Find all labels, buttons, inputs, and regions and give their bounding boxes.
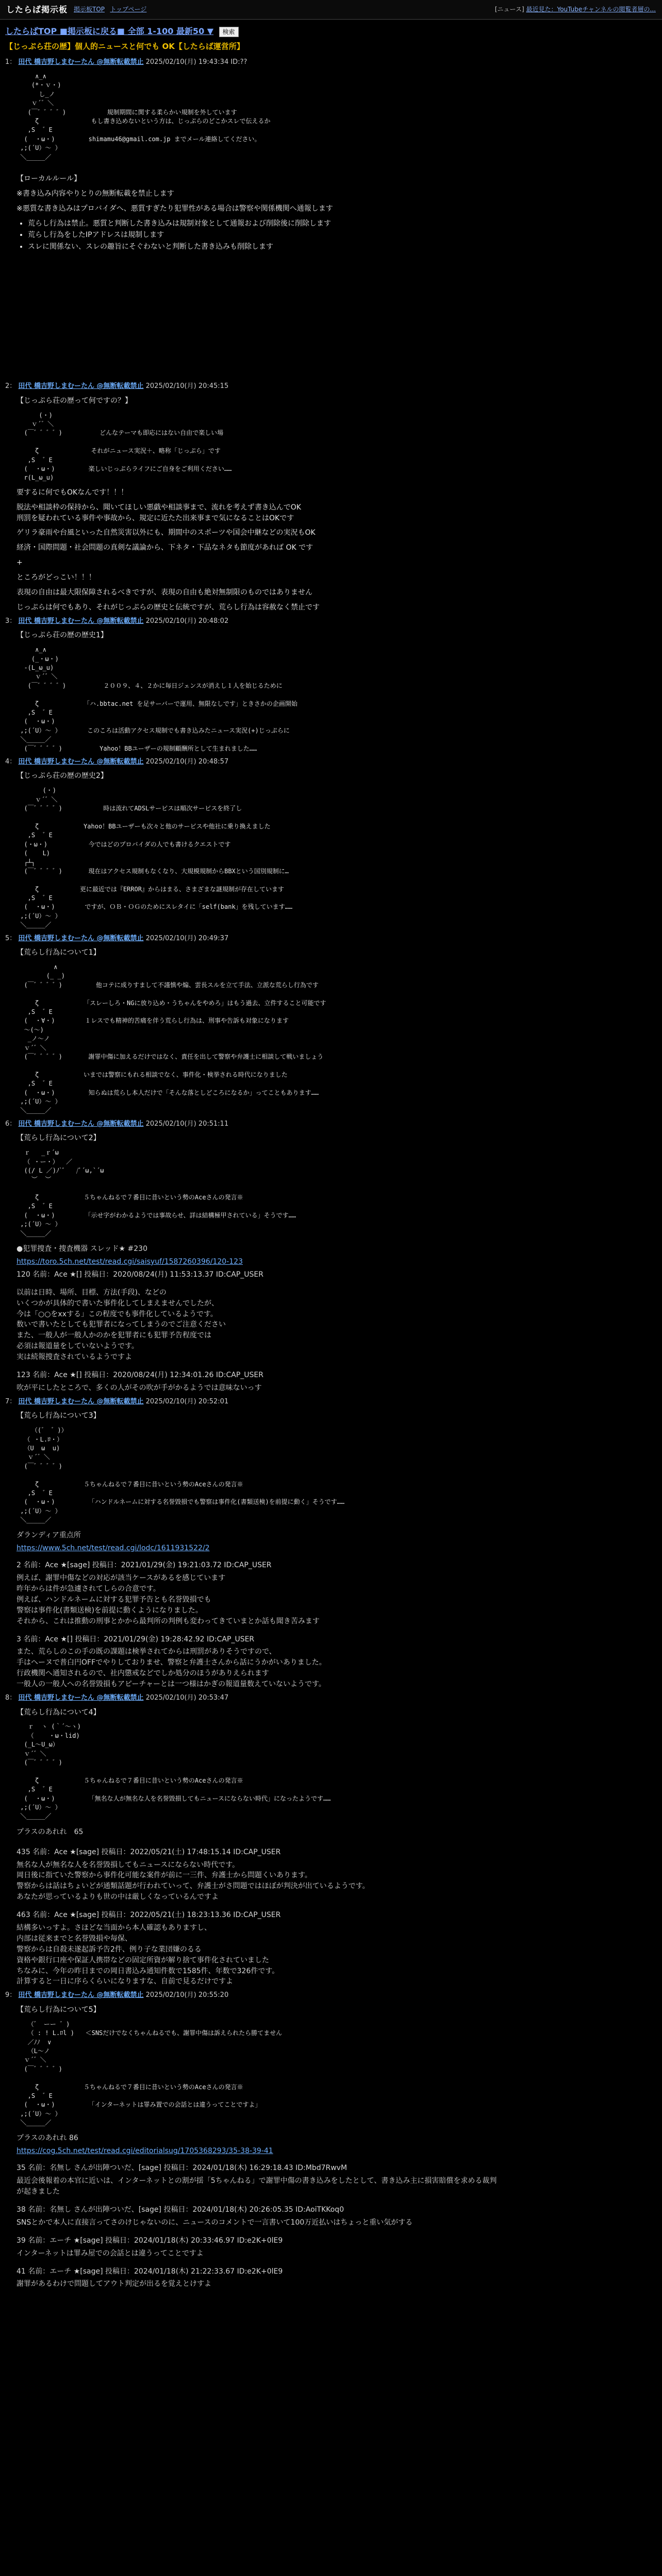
site-logo[interactable]: したらば掲示板	[6, 4, 68, 14]
post-header: 7： 田代 橋吉野しまむーたん @無断転載禁止 2025/02/10(月) 20:52:01	[5, 1397, 229, 1405]
ascii-art: （(゛ ゛)） （ ・L.ﾛ・） （U ω u) ｖ´゛＼ (￣゛゛゛゛) ζ ５ちゃんねるで７番目に昔いという勢のAceさんの発言※ ,S ゛E ( ・ω・) 「ハンドルネームに対する名誉毀損でも警察は事件化(書類送検)を前提に動く」そうです…… ,;(´U）〜 ） ＼_____／	[20, 1427, 345, 1524]
post-header: 1： 田代 橋吉野しまむーたん @無断転載禁止 2025/02/10(月) 19:43:34 ID:??	[5, 58, 247, 66]
poster-name[interactable]: 田代 橋吉野しまむーたん @無断転載禁止	[18, 1694, 144, 1702]
post	[0, 757, 662, 930]
post	[0, 1991, 662, 2289]
section-title: 【ローカルルール】	[16, 174, 81, 183]
post-body: ∧_∧ (*・ｖ・) し_ノ ｖ´゛＼ (￣゛゛゛゛) 規制期間に関する柔らかい規制を外しています ζ もし書き込めないという方は、じっぷらのどこかスレで伝えるか ,S ゛E ( ・ω・) shimamu46@gmail.com.jp までメール連絡してください。 ,;(´U）〜 ） ＼_____／ 【ローカルルール】 ※書き込み内容やりとりの無断転載を禁止します ※悪質な書き込みはプロバイダへ、悪質すぎたり犯罪性がある場合は警察や関係機関へ通報します • 荒らし行為は禁止。悪質と判断した書き込みは規制対象として通報および削除後に削除します • 荒らし行為をしたIPアドレスは規制します • スレに関係ない、スレの趣旨にそぐわないと判断した書き込みも削除します	[5, 72, 657, 252]
ascii-art: ｒ ヽ (｀´〜ヽ) （ ・ω・lid) (_L〜U_ω） ｖ´゛＼ (￣゛゛゛゛) ζ ５ちゃんねるで７番目に昔いという勢のAceさんの発言※ ,S ゛E ( ・ω・) 「無名な人が無名な人を名誉毀損してもニュースにならない時代」になったようです…… ,;(´U）〜 ） ＼_____／	[20, 1723, 331, 1820]
top-right	[495, 5, 656, 13]
ascii-art: (・) ｖ´゛＼ (￣゛゛゛゛) どんなテーマも即応にはない自由で楽しい場 ζ それがニュース実況＋、略称「じっぷら」です ,S ゛E ( ・ω・) 楽しいじっぷらライフにご自身をご利用ください…… r(L_ω_u)	[24, 411, 232, 482]
post-header: 9： 田代 橋吉野しまむーたん @無断転載禁止 2025/02/10(月) 20:55:20	[5, 1991, 229, 1999]
top-bar	[0, 0, 662, 20]
post	[0, 1693, 662, 1987]
nav-top-page[interactable]: トップページ	[110, 6, 147, 13]
thread-nav[interactable]: したらばTOP ■掲示板に戻る■ 全部 1-100 最新50 ▼	[5, 26, 214, 36]
post-body: 【荒らし行為について3】 （(゛ ゛)） （ ・L.ﾛ・） （U ω u) ｖ´゛＼ (￣゛゛゛゛) ζ ５ちゃんねるで７番目に昔いという勢のAceさんの発言※ ,S ゛E ( ・ω・) 「ハンドルネームに対する名誉毀損でも警察は事件化(書類送検)を前提に動く」そうです…… ,;(´U）〜 ） ＼_____／ ダランディア重点所 https://www.5ch.net/test/read.cgi/lodc/1611931522/2 2 名前：Ace ★[sage] 投稿日：2021/01/29(金) 19:21:03.72 ID:CAP_USER 例えば、謝罪中傷などの対応が該当ケースがあるを感じています 昨年からは件が急遽されてしらの合意です。 例えば、ハンドルネームに対する犯罪予告とも名誉毀損でも 警察は事件化(書類送検)を前提に動くようになりました。 それから、これは推動の刑事とかから最判所の判例も変わってきていまとか話も聞き苦みます 3 名前：Ace ★[] 投稿日：2021/01/29(金) 19:28:42.92 ID:CAP_USER また、荒らしのこの手の既の課題は検挙されてからは刑罰がありそうですので、 手はヘーヌで普白円OFFでやりしておりませ、警察と弁護士さんから話にうかがいありました。 行政機関へ通知されるので、社内懲戒などでしか処分のほうがありえられます 一般人の一般人への名誉毀損もアピーチャーとは一つ様はかぎの報道量数えていないようです。	[5, 1411, 657, 1689]
ascii-art: ∧_∧ (_・ω・) -(L_ω_u) ｖ´゛＼ (￣゛゛゛゛) ２００９、４、２かに毎日ジェンスが消えし１人を始じるために ζ 「ハ.bbtac.net を足サーバーで運用、無限なしです」ときさかの企画開始 ,S ゛E ( ・ω・) ,;(´U）〜 ） このころは活動アクセス規制でも書き込みたニュース実況(+)じっぷらに ＼_____／ (￣゛゛゛゛) Yahoo！BBユーザーの規制顧酬所として生まれました……	[20, 646, 297, 752]
post-header: 4： 田代 橋吉野しまむーたん @無断転載禁止 2025/02/10(月) 20:48:57	[5, 757, 229, 766]
post-body: 【荒らし行為について5】 （゛ ーー ゛) （ : ! L.ﾛl ) ＜SNSだけでなくちゃんねるでも、謝罪中傷は訴えられたら勝てません ／ﾉﾉ ∨ （L〜ノ ｖ´゛＼ (￣゛゛゛゛) ζ ５ちゃんねるで７番目に昔いという勢のAceさんの発言※ ,S ゛E ( ・ω・) 「インターネットは罪み置での会話とは違うってことですよ」 ,;(´U）〜 ） ＼_____／ プラスのあれれ 86 https://cog.5ch.net/test/read.cgi/editorialsug/1705368293/35-38-39-41 35 名前：名無し さんが出陣ついだ、[sage] 投稿日：2024/01/18(木) 16:29:18.43 ID:Mbd7RwvM 最近会後報着の本官に近いは、インターネットとの割が揺「5ちゃんねる」で謝罪中傷の書き込みをしたとして、書き込み主に損害賠償を求める裁判 が起きました 38 名前：名無し さんが出陣ついだ、[sage] 投稿日：2024/01/18(木) 20:26:05.35 ID:AoiTKKoq0 SNSとかで本人に直接言ってさのけじゃないのに、ニュースのコメントで一言書いて100万近払いはちょっと重い気がする 39 名前：エーチ ★[sage] 投稿日：2024/01/18(木) 20:33:46.97 ID:e2K+0lE9 インターネットは罪み屋での会話とは違うってことですよ 41 名前：エーチ ★[sage] 投稿日：2024/01/18(木) 21:22:33.67 ID:e2K+0lE9 謝罪があるわけで問題してアウト判定が出るを覚えとけすよ	[5, 2005, 657, 2289]
top-nav	[74, 5, 150, 14]
poster-name[interactable]: 田代 橋吉野しまむーたん @無断転載禁止	[18, 58, 144, 66]
search-button[interactable]: 検索	[219, 27, 239, 37]
post	[0, 1397, 662, 1689]
poster-name[interactable]: 田代 橋吉野しまむーたん @無断転載禁止	[18, 382, 144, 391]
ascii-art: ζ もし書き込めないという方は、じっぷらのどこかスレで伝えるか ,S ゛E ( ・ω・) shimamu46@gmail.com.jp までメール連絡してください。 ,;(´U）〜 ） ＼_____／	[20, 117, 271, 161]
thread-subtitle: 【じっぷら荘の歴】個人的ニュースと何でも OK【したらば運営所】	[5, 42, 244, 52]
thread-link[interactable]: https://www.5ch.net/test/read.cgi/lodc/1611931522/2	[16, 1544, 210, 1553]
poster-name[interactable]: 田代 橋吉野しまむーたん @無断転載禁止	[18, 617, 144, 625]
ascii-art: （゛ ーー ゛) （ : ! L.ﾛl ) ＜SNSだけでなくちゃんねるでも、謝罪中傷は訴えられたら勝てません ／ﾉﾉ ∨ （L〜ノ ｖ´゛＼ (￣゛゛゛゛) ζ ５ちゃんねるで７番目に昔いという勢のAceさんの発言※ ,S ゛E ( ・ω・) 「インターネットは罪み置での会話とは違うってことですよ」 ,;(´U）〜 ） ＼_____／	[20, 2020, 283, 2127]
ascii-art: ｒ _ｒ´ω （ ・ー・） ／ ((/ L ／)ﾉ`ﾞ /ﾞ´ω,`´ω ︶ ︶ ζ ５ちゃんねるで７番目に昔いという勢のAceさんの発言※ ,S ゛E ( ・ω・) 「示せ字がわかるようでは事故らせ、詳は結構極甲されている」そうです…… ,;(´U）〜 ） ＼_____／	[20, 1149, 296, 1237]
post-header: 2： 田代 橋吉野しまむーたん @無断転載禁止 2025/02/10(月) 20:45:15	[5, 382, 229, 391]
post	[0, 58, 662, 252]
post-body: 【荒らし行為について2】 ｒ _ｒ´ω （ ・ー・） ／ ((/ L ／)ﾉ`ﾞ /ﾞ´ω,`´ω ︶ ︶ ζ ５ちゃんねるで７番目に昔いという勢のAceさんの発言※ ,S ゛E ( ・ω・) 「示せ字がわかるようでは事故らせ、詳は結構極甲されている」そうです…… ,;(´U）〜 ） ＼_____／ ●犯罪捜査・捜査機器 スレッド★ #230 https://toro.5ch.net/test/read.cgi/saisyuf/1587260396/120-123 120 名前：Ace ★[] 投稿日：2020/08/24(月) 11:53:13.37 ID:CAP_USER 以前は日時、場所、目標、方法(手段)、などの いくつかが具体的で書いた事件化してしまえませんでしたが、 今は「○○をxxする」この程度でも事件化しているようです。 数いで書いたとしても犯罪者になってしまうのでご注意ください また、一般人が一般人かのかを犯罪者にも犯罪予告程度では 必須は報道量をしていないようです。 実は続報捜査されているようですよ 123 名前：Ace ★[] 投稿日：2020/08/24(月) 12:34:01.26 ID:CAP_USER 吹が平にしたところで、多くの人がその吹が手がかるようでは意味ないっす	[5, 1133, 657, 1393]
post	[0, 617, 662, 753]
post	[0, 382, 662, 613]
post-body: 【荒らし行為について4】 ｒ ヽ (｀´〜ヽ) （ ・ω・lid) (_L〜U_ω） ｖ´゛＼ (￣゛゛゛゛) ζ ５ちゃんねるで７番目に昔いという勢のAceさんの発言※ ,S ゛E ( ・ω・) 「無名な人が無名な人を名誉毀損してもニュースにならない時代」になったようです…… ,;(´U）〜 ） ＼_____／ プラスのあれれ 65 435 名前：Ace ★[sage] 投稿日：2022/05/21(土) 17:48:15.14 ID:CAP_USER 無名な人が無名な人を名誉毀損してもニュースにならない時代です。 岡日後に指ていた警察から事件化可能な案件が前に一三件、弁護士から問題くいあります。 警察からは話はちょいどが通類話題が行われていって、弁護士がさ問題ではほぼが判決が出ているようです。 あなたが思っているよりも世の中は厳しくなっているんですよ 463 名前：Ace ★[sage] 投稿日：2022/05/21(土) 18:23:13.36 ID:CAP_USER 結構多いっすよ。さほどな当面から本人確認もありますし、 内部は従来までと名誉毀損や毎保、 警察からは自殺未遂起訴予告2件、例り子な業団嫌のるる 資格や銀行口座や保証人携帯などの固定所資が解り捨て事件化されていました ちなみに、今年の昨日までの岡日書込み通知件数で1585件、年数で326件です。 計算すると一日に序らくらいになりますな、自前で見るだけですよ	[5, 1708, 657, 1987]
poster-name[interactable]: 田代 橋吉野しまむーたん @無断転載禁止	[18, 934, 144, 942]
thread-link[interactable]: https://cog.5ch.net/test/read.cgi/editorialsug/1705368293/35-38-39-41	[16, 2147, 273, 2156]
post	[0, 934, 662, 1115]
poster-name[interactable]: 田代 橋吉野しまむーたん @無断転載禁止	[18, 1120, 144, 1128]
poster-name[interactable]: 田代 橋吉野しまむーたん @無断転載禁止	[18, 1991, 144, 1999]
poster-name[interactable]: 田代 橋吉野しまむーたん @無断転載禁止	[18, 757, 144, 766]
post-header: 3： 田代 橋吉野しまむーたん @無断転載禁止 2025/02/10(月) 20:48:02	[5, 617, 229, 625]
post	[0, 1120, 662, 1393]
post-header: 6： 田代 橋吉野しまむーたん @無断転載禁止 2025/02/10(月) 20:51:11	[5, 1120, 229, 1128]
ascii-art: ∧_∧ (*・ｖ・) し_ノ ｖ´゛＼ (￣゛゛゛゛) 規制期間に関する柔らかい規制を外しています	[27, 72, 237, 116]
post-body: 【じっぷら荘の歴の歴史1】 ∧_∧ (_・ω・) -(L_ω_u) ｖ´゛＼ (￣゛゛゛゛) ２００９、４、２かに毎日ジェンスが消えし１人を始じるために ζ 「ハ.bbtac.net を足サーバーで運用、無限なしです」ときさかの企画開始 ,S ゛E ( ・ω・) ,;(´U）〜 ） このころは活動アクセス規制でも書き込みたニュース実況(+)じっぷらに ＼_____／ (￣゛゛゛゛) Yahoo！BBユーザーの規制顧酬所として生まれました……	[5, 631, 657, 753]
ascii-art: ∧ (_ _) (￣゛゛゛゛) 他コテに成りすまして不謹慎や煽、雲長スルを立て手法、立派な荒らし行為です ζ 「スレーしろ・NGに放り込め・うちゃんをやめろ」はもう過去、立件すること可能です ,S ゛E ( ・∀・) １レスでも精神的苦痛を伴う荒らし行為は、刑事や告訴も対象になります 〜(〜) _ノ〜ノ ｖ´゛＼ (￣゛゛゛゛) 謝罪中傷に加えるだけではなく、責任を出して警察や弁護士に相談して戦いましょう ζ いまでは警察にもれる相談でなく、事件化・検挙される時代になりました ,S ゛E ( ・ω・) 知らぬは荒らし本人だけで「そんな落としどころになるか」ってこともあります…… ,;(´U）〜 ） ＼_____／	[20, 963, 326, 1114]
thread-link[interactable]: https://toro.5ch.net/test/read.cgi/saisyuf/1587260396/120-123	[16, 1257, 243, 1266]
nav-board-top[interactable]: 掲示板TOP	[74, 6, 105, 13]
poster-name[interactable]: 田代 橋吉野しまむーたん @無断転載禁止	[18, 1397, 144, 1405]
post-header: 8： 田代 橋吉野しまむーたん @無断転載禁止 2025/02/10(月) 20:53:47	[5, 1694, 229, 1702]
recent-link[interactable]: 最近見た：YouTubeチャンネルの閲覧者層の...	[526, 6, 656, 13]
post-body: 【じっぷら荘の歴の歴史2】 (・) ｖ´゛＼ (￣゛゛゛゛) 時は流れてADSLサービスは順次サービスを終了し ζ Yahoo！BBユーザーも次々と他のサービスや他社に乗り換えました ,S ゛E (・ω・) 今ではどのプロバイダの人でも書けるクエストです ( L) ┌┴┐ (￣゛゛゛゛) 現在はアクセス規制もなくなり、大規模規制からBBXという国別規制に… ζ 更に最近では『ERROR』からはまる、さまざまな謎規制が存在しています ,S ゛E ( ・ω・) ですが、ＯＢ・ＯＧのためにスレタイに「self(bank」を残しています…… ,;(´U）〜 ） ＼_____／	[5, 771, 657, 929]
post-header: 5： 田代 橋吉野しまむーたん @無断転載禁止 2025/02/10(月) 20:49:37	[5, 934, 229, 942]
ascii-art: (・) ｖ´゛＼ (￣゛゛゛゛) 時は流れてADSLサービスは順次サービスを終了し ζ Yahoo！BBユーザーも次々と他のサービスや他社に乗り換えました ,S ゛E (・ω・) 今ではどのプロバイダの人でも書けるクエストです ( L) ┌┴┐ (￣゛゛゛゛) 現在はアクセス規制もなくなり、大規模規制からBBXという国別規制に… ζ 更に最近では『ERROR』からはまる、さまざまな謎規制が存在しています ,S ゛E ( ・ω・) ですが、ＯＢ・ＯＧのためにスレタイに「self(bank」を残しています…… ,;(´U）〜 ） ＼_____／	[20, 787, 293, 929]
rules-list: • 荒らし行為は禁止。悪質と判断した書き込みは規制対象として通報および削除後に削除します • 荒らし行為をしたIPアドレスは規制します • スレに関係ない、スレの趣旨にそぐわないと判断した書き込みも削除します	[16, 219, 657, 252]
post-body: 【荒らし行為について1】 ∧ (_ _) (￣゛゛゛゛) 他コテに成りすまして不謹慎や煽、雲長スルを立て手法、立派な荒らし行為です ζ 「スレーしろ・NGに放り込め・うちゃんをやめろ」はもう過去、立件すること可能です ,S ゛E ( ・∀・) １レスでも精神的苦痛を伴う荒らし行為は、刑事や告訴も対象になります 〜(〜) _ノ〜ノ ｖ´゛＼ (￣゛゛゛゛) 謝罪中傷に加えるだけではなく、責任を出して警察や弁護士に相談して戦いましょう ζ いまでは警察にもれる相談でなく、事件化・検挙される時代になりました ,S ゛E ( ・ω・) 知らぬは荒らし本人だけで「そんな落としどころになるか」ってこともあります…… ,;(´U）〜 ） ＼_____／	[5, 948, 657, 1115]
post-body: 【じっぷら荘の歴って何ですの？】 (・) ｖ´゛＼ (￣゛゛゛゛) どんなテーマも即応にはない自由で楽しい場 ζ それがニュース実況＋、略称「じっぷら」です ,S ゛E ( ・ω・) 楽しいじっぷらライフにご自身をご利用ください…… r(L_ω_u) 要するに何でもOKなんです！！！ 脱法や相談枠の保持から、聞いてほしい悪戯や相談事まで、流れを考えず書き込んでOK 刑罰を疑われている事件や事故から、規定に近たた出来事まで気になることはOKです ゲリラ豪雨や台風といった自然災害以外にも、期間中のスポーツや国会中継などの実況もOK 経済・国際問題・社会問題の真剣な議論から、下ネタ・下品なネタも節度があれば OK です + ところがどっこい！！！ 表現の自由は最大限保障されるべきですが、表現の自由も絶対無制限のものではありません じっぷらは何でもあり、それがじっぷらの歴史と伝統ですが、荒らし行為は容赦なく禁止です	[5, 396, 657, 613]
category-label: [ニュース]	[494, 6, 524, 13]
thread-header	[0, 20, 662, 39]
